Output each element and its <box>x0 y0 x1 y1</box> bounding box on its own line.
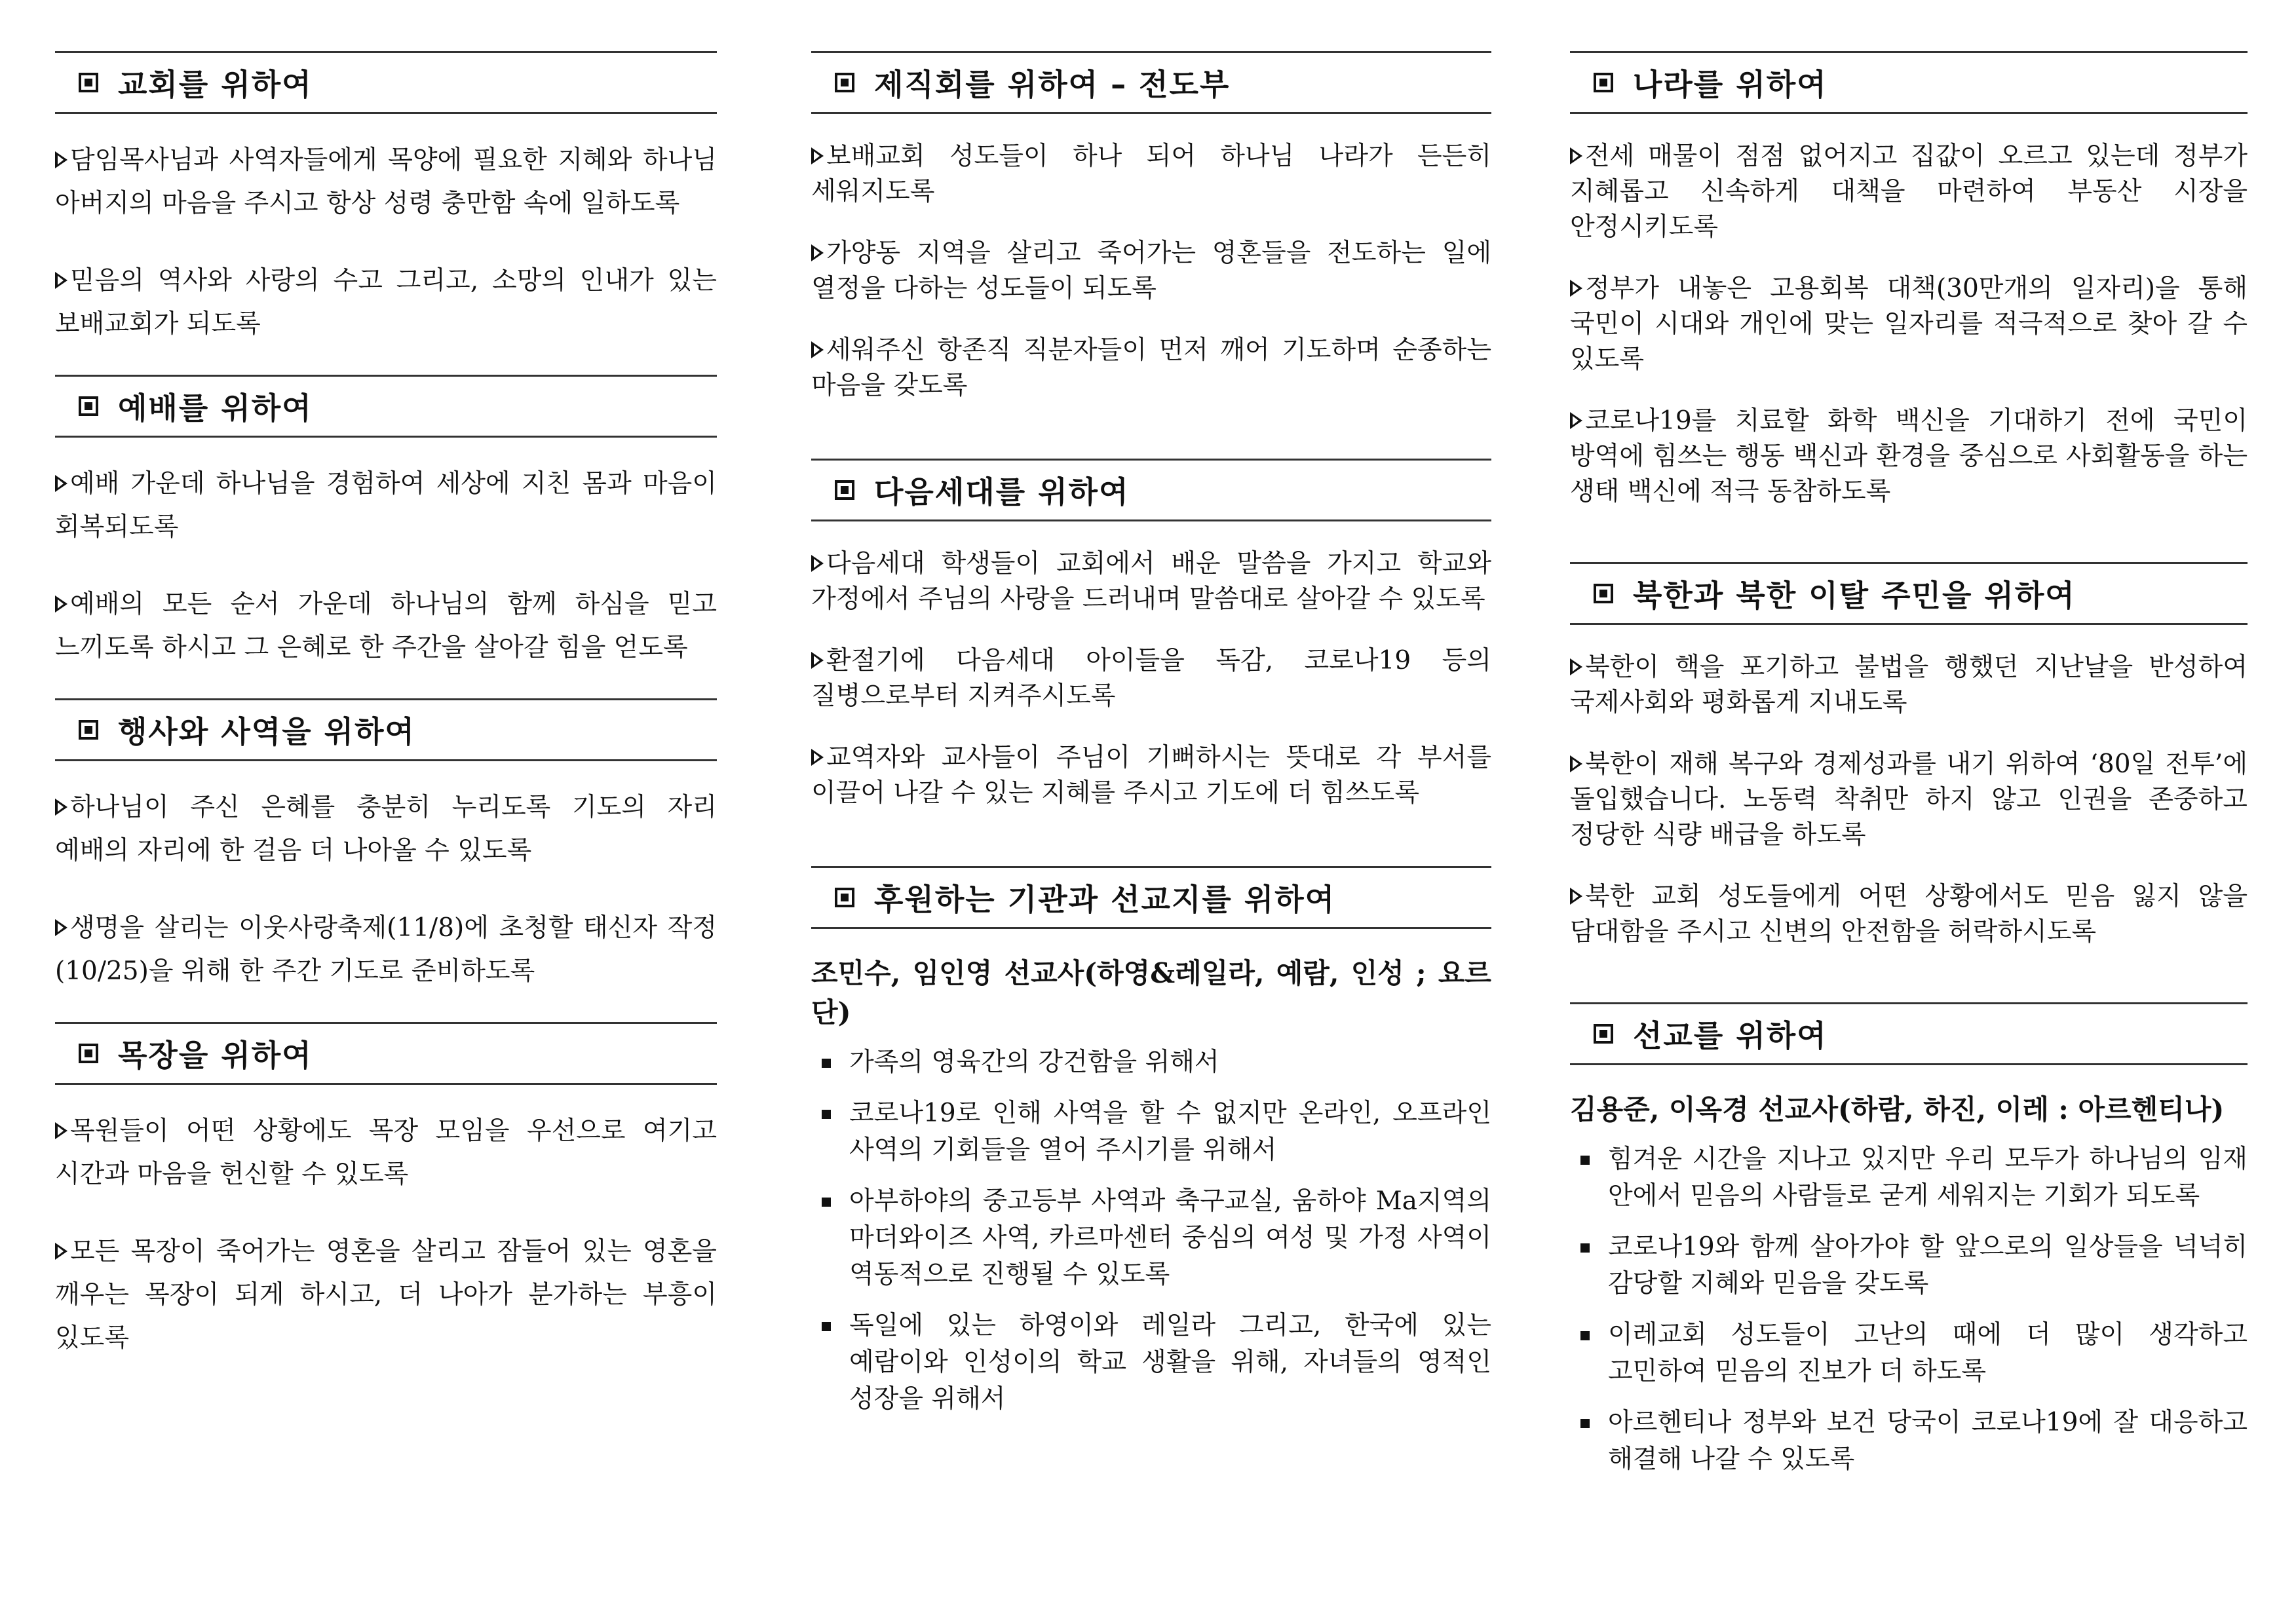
list-item: 독일에 있는 하영이와 레일라 그리고, 한국에 있는 예람이와 인성이의 학교 생활을 위해, 자녀들의 영적인 성장을 위해서 <box>811 1308 1491 1418</box>
square-bullet-icon <box>79 396 98 416</box>
prayer-item: 보배교회 성도들이 하나 되어 하나님 나라가 든든히 세워지도록 <box>811 142 1491 206</box>
prayer-item: 북한 교회 성도들에게 어떤 상황에서도 믿음 잃지 않을 담대함을 주시고 신변의 안전함을 허락하시도록 <box>1570 882 2248 947</box>
section-title: 북한과 북한 이탈 주민을 위하여 <box>1633 578 2076 613</box>
triangle-bullet-icon <box>811 244 824 261</box>
prayer-item: 전세 매물이 점점 없어지고 집값이 오르고 있는데 정부가 지혜롭고 신속하게 대책을 마련하여 부동산 시장을 안정시키도록 <box>1570 142 2248 242</box>
section-missions <box>1570 1002 2248 1478</box>
list-item: 가족의 영육간의 강건함을 위해서 <box>811 1044 1491 1081</box>
prayer-item: 예배의 모든 순서 가운데 하나님의 함께 하심을 믿고 느끼도록 하시고 그 은혜로 한 주간을 살아갈 힘을 얻도록 <box>55 590 717 662</box>
prayer-item: 다음세대 학생들이 교회에서 배운 말씀을 가지고 학교와 가정에서 주님의 사랑을 드러내며 말씀대로 살아갈 수 있도록 <box>811 549 1491 614</box>
prayer-item: 예배 가운데 하나님을 경험하여 세상에 지친 몸과 마음이 회복되도록 <box>55 469 717 542</box>
section-header <box>811 51 1491 114</box>
prayer-item: 가양동 지역을 살리고 죽어가는 영혼들을 전도하는 일에 열정을 다하는 성도들이 되도록 <box>811 238 1491 303</box>
list-item: 이레교회 성도들이 고난의 때에 더 많이 생각하고 고민하여 믿음의 진보가 더 하도록 <box>1570 1317 2248 1390</box>
square-bullet-icon <box>1594 73 1613 92</box>
section-header <box>55 375 717 438</box>
list-item: 아부하야의 중고등부 사역과 축구교실, 움하야 Ma지역의 마더와이즈 사역, 카르마센터 중심의 여성 및 가정 사역이 역동적으로 진행될 수 있도록 <box>811 1183 1491 1293</box>
square-bullet-icon <box>835 888 854 907</box>
triangle-bullet-icon <box>811 555 824 572</box>
triangle-bullet-icon <box>1570 888 1582 905</box>
section-title: 행사와 사역을 위하여 <box>118 714 415 749</box>
section-header <box>55 51 717 114</box>
prayer-item: 환절기에 다음세대 아이들을 독감, 코로나19 등의 질병으로부터 지켜주시도록 <box>811 646 1491 711</box>
square-bullet-icon <box>835 480 854 500</box>
section-next-generation <box>811 459 1491 866</box>
square-bullet-icon <box>79 1044 98 1063</box>
triangle-bullet-icon <box>1570 147 1582 164</box>
section-title: 예배를 위하여 <box>118 390 313 426</box>
section-title: 선교를 위하여 <box>1633 1018 1827 1053</box>
square-bullet-icon <box>79 720 98 740</box>
prayer-item: 목원들이 어떤 상황에도 목장 모임을 우선으로 여기고 시간과 마음을 헌신할 수 있도록 <box>55 1116 717 1189</box>
section-title: 나라를 위하여 <box>1633 67 1827 102</box>
prayer-item: 담임목사님과 사역자들에게 목양에 필요한 지혜와 하나님 아버지의 마음을 주시고 항상 성령 충만함 속에 일하도록 <box>55 145 717 218</box>
square-bullet-icon <box>835 73 854 92</box>
column-1 <box>55 51 717 1389</box>
triangle-bullet-icon <box>811 652 824 669</box>
list-item: 코로나19와 함께 살아가야 할 앞으로의 일상들을 넉넉히 감당할 지혜와 믿음을 갖도록 <box>1570 1229 2248 1302</box>
triangle-bullet-icon <box>1570 658 1582 675</box>
prayer-item: 코로나19를 치료할 화학 백신을 기대하기 전에 국민이 방역에 힘쓰는 행동 백신과 환경을 중심으로 사회활동을 하는 생태 백신에 적극 동참하도록 <box>1570 406 2248 506</box>
prayer-item: 북한이 재해 복구와 경제성과를 내기 위하여 ‘80일 전투’에 돌입했습니다. 노동력 착취만 하지 않고 인권을 존중하고 정당한 식량 배급을 하도록 <box>1570 749 2248 850</box>
section-header <box>55 1022 717 1085</box>
section-title: 후원하는 기관과 선교지를 위하여 <box>874 882 1336 917</box>
missionary-name: 조민수, 임인영 선교사(하영&레일라, 예람, 인성 ; 요르단) <box>811 957 1491 1029</box>
section-header <box>811 459 1491 521</box>
triangle-bullet-icon <box>55 595 67 613</box>
column-2 <box>811 51 1491 1432</box>
section-header <box>55 698 717 761</box>
prayer-item: 생명을 살리는 이웃사랑축제(11/8)에 초청할 태신자 작정(10/25)을 위해 한 주간 기도로 준비하도록 <box>55 913 717 986</box>
section-events <box>55 698 717 1022</box>
prayer-item: 모든 목장이 죽어가는 영혼을 살리고 잠들어 있는 영혼을 깨우는 목장이 되게 하시고, 더 나아가 분가하는 부흥이 있도록 <box>55 1237 717 1353</box>
prayer-item: 정부가 내놓은 고용회복 대책(30만개의 일자리)을 통해 국민이 시대와 개인에 맞는 일자리를 적극적으로 찾아 갈 수 있도록 <box>1570 274 2248 374</box>
triangle-bullet-icon <box>55 151 67 168</box>
list-item: 힘겨운 시간을 지나고 있지만 우리 모두가 하나님의 임재 안에서 믿음의 사람들로 굳게 세워지는 기회가 되도록 <box>1570 1141 2248 1215</box>
section-header <box>1570 1002 2248 1065</box>
section-church <box>55 51 717 375</box>
triangle-bullet-icon <box>811 341 824 358</box>
triangle-bullet-icon <box>1570 412 1582 429</box>
prayer-item: 세워주신 항존직 직분자들이 먼저 깨어 기도하며 순종하는 마음을 갖도록 <box>811 335 1491 400</box>
prayer-item: 하나님이 주신 은혜를 충분히 누리도록 기도의 자리 예배의 자리에 한 걸음 더 나아올 수 있도록 <box>55 793 717 865</box>
section-header <box>1570 51 2248 114</box>
triangle-bullet-icon <box>811 147 824 164</box>
section-title: 다음세대를 위하여 <box>874 474 1130 510</box>
triangle-bullet-icon <box>1570 280 1582 297</box>
missionary-name: 김용준, 이옥경 선교사(하람, 하진, 이레 : 아르헨티나) <box>1570 1093 2225 1125</box>
triangle-bullet-icon <box>1570 755 1582 772</box>
missionary-prayer-list <box>811 1044 1491 1418</box>
prayer-item: 교역자와 교사들이 주님이 기뻐하시는 뜻대로 각 부서를 이끌어 나갈 수 있는 지혜를 주시고 기도에 더 힘쓰도록 <box>811 743 1491 808</box>
section-title: 목장을 위하여 <box>118 1038 313 1073</box>
square-bullet-icon <box>1594 1024 1613 1044</box>
section-title: 제직회를 위하여 – 전도부 <box>874 67 1231 102</box>
prayer-item: 믿음의 역사와 사랑의 수고 그리고, 소망의 인내가 있는 보배교회가 되도록 <box>55 266 717 339</box>
square-bullet-icon <box>79 73 98 92</box>
triangle-bullet-icon <box>55 1122 67 1139</box>
section-deacons <box>811 51 1491 459</box>
triangle-bullet-icon <box>55 919 67 936</box>
column-3 <box>1570 51 2248 1492</box>
triangle-bullet-icon <box>55 1243 67 1260</box>
list-item: 코로나19로 인해 사역을 할 수 없지만 온라인, 오프라인 사역의 기회들을 열어 주시기를 위해서 <box>811 1095 1491 1169</box>
triangle-bullet-icon <box>55 272 67 289</box>
section-header <box>1570 562 2248 625</box>
triangle-bullet-icon <box>55 475 67 492</box>
prayer-item: 북한이 핵을 포기하고 불법을 행했던 지난날을 반성하여 국제사회와 평화롭게 지내도록 <box>1570 652 2248 717</box>
list-item: 아르헨티나 정부와 보건 당국이 코로나19에 잘 대응하고 해결해 나갈 수 있도록 <box>1570 1405 2248 1478</box>
section-title: 교회를 위하여 <box>118 67 313 102</box>
section-header <box>811 866 1491 929</box>
triangle-bullet-icon <box>811 749 824 766</box>
section-missions-support <box>811 866 1491 1418</box>
missionary-prayer-list <box>1570 1141 2248 1478</box>
square-bullet-icon <box>1594 584 1613 603</box>
section-nation <box>1570 51 2248 562</box>
section-cell-group <box>55 1022 717 1389</box>
section-worship <box>55 375 717 698</box>
triangle-bullet-icon <box>55 799 67 816</box>
section-north-korea <box>1570 562 2248 1002</box>
